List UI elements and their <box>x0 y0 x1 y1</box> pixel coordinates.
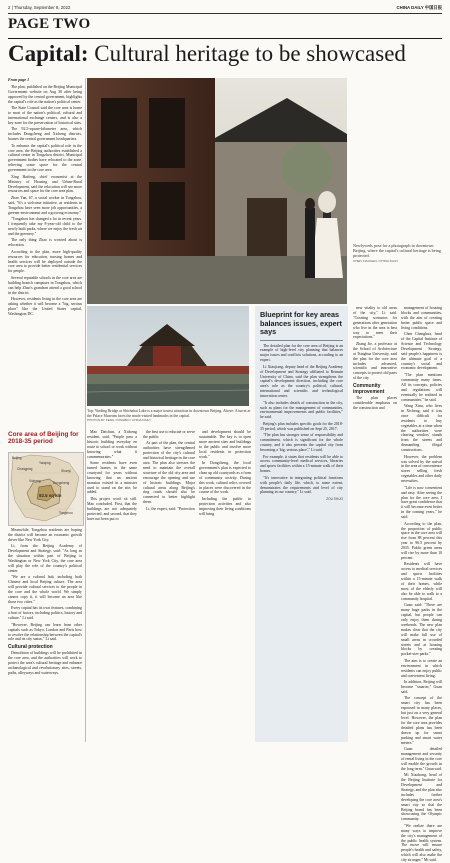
box-credit: ZOU SHUO <box>326 497 343 502</box>
paragraph: However, the problem was solved by the arrival in the area of convenience stores selling fresh vegetables and other daily necessities. <box>401 454 442 484</box>
paragraph: The only thing Zhao is worried about is relocation. <box>8 238 82 248</box>
paragraph: the best use to educate or serve the public. <box>143 430 195 439</box>
map-label: Xicheng <box>29 479 41 483</box>
article-column-2 <box>87 430 137 742</box>
paragraph: Mao Daichun, a Xicheng resident, said, "People pass a historic building everyday en route to school or work without knowing what it commemorates." <box>87 430 137 459</box>
core-area-map <box>8 452 84 526</box>
paragraph: "We are a cultural hub, including both Chinese and local Beijing culture. The area will provide cultural services to the people in the core and the whole world. We simply cannot copy it, it will become an area like those two cities." <box>8 575 82 604</box>
paragraph: "The plan mentions community many times. All its concepts, policies and regulations will eventually be realized in communities," he said. <box>401 372 442 402</box>
bottom-caption-credit: PHOTOS BY FENG YONGBIN / CHINA DAILY <box>87 418 152 423</box>
headline <box>8 41 442 71</box>
box-rule <box>260 340 343 341</box>
map-label: Dongcheng <box>53 481 70 485</box>
paragraph: Li, the expert, said: "Protection <box>146 506 195 511</box>
paragraph: Every capital has its own features, combining a host of factors, including politics, history and culture," Li said. <box>8 606 82 621</box>
box-title: Blueprint for key areas balances issues, expert says <box>260 310 342 336</box>
paragraph: "Life is now convenient and easy. After seeing the plan for the core area, I have great confidence that it will become even better in the coming years," he said. <box>401 485 442 520</box>
side-caption-credit: CHEN XIAOGEN / CHINA DAILY <box>353 258 399 263</box>
paragraph: Li, from the Beijing Academy of Development and Strategy, said: "As long as the situation within part of Beijing is Washington or New York City, the core area will play the role of the country's political center. <box>8 544 82 573</box>
paragraph: Meanwhile, Tongzhou residents are hoping the district will become an economic growth driver like New York City. <box>8 528 82 542</box>
map-label: Tongzhou <box>59 511 73 515</box>
paragraph: Xing Haifeng, chief economist at the Ministry of Housing and Urban-Rural Development, said the relocation will see more resources and space for the core area plan. <box>8 174 82 194</box>
paragraph: As part of the plan, the central authorities have strengthened protection of the city's cultural and historical heritage in the core area. The plan also stresses the need to maintain the overall structure of the old city area and encourage the opening and use of historic buildings. Major cultural areas along Beijing's ring roads should also be connected to better highlight them. <box>143 441 195 505</box>
blueprint-sidebar-box <box>255 306 348 742</box>
map-label: Changping <box>17 467 33 471</box>
map-label: Beijing <box>12 456 22 460</box>
bottom-caption <box>87 409 251 423</box>
paragraph: Wang Xinu, who lives in Xicheng, said it was once difficult for residents to buy vegetables at a time when the authorities were clearing vendors' stands from the streets and dismantling illegal constructions. <box>401 404 442 453</box>
paragraph: Beijing's plan includes specific goals for the 2018-35 period, which was published on Sept 25, 2017. <box>260 421 343 431</box>
palace-turret-photo <box>87 306 249 406</box>
paragraph: Mi Xiaohong, head of the Beijing Institute for Development and Strategy, and the plan also includes further developing the core area's smart city so that the Beijing brand has been showcasing the Olympic community. <box>401 773 442 822</box>
paragraph: In addition, Beijing will become "smarter," Guan said. <box>401 680 442 694</box>
article-column-1-bottom <box>8 528 82 742</box>
subhead-cultural-protection: Cultural protection <box>8 644 53 651</box>
section-rule <box>8 38 442 39</box>
article-column-3 <box>143 430 195 742</box>
paragraph: The concept of the smart city has been espoused in many places, but just on a very general level. However, the plan for the core area provides detailed plans has been drawn up for smart parking and smart water meters." <box>401 696 442 745</box>
paragraph: To enhance the capital's political role in the core area, the Beijing authorities established a cultural center in Tongzhou district, Municipal government bodies have relocated to the zone, relieving some space for the central government in the core area. <box>8 143 82 173</box>
paragraph: Zhao Yan, 67, a social worker in Tongzhou, said, "It's a welcome initiative, as residents in Tongzhou have seen more job opportunities, a greener environment and a growing economy." <box>8 195 82 215</box>
byline: From page 1 <box>8 77 30 82</box>
article-column-4 <box>199 430 251 742</box>
paragraph: Guan detailed management and security of rental living in the core will enable the growth in the long term," Guan said. <box>401 747 442 771</box>
header-rule <box>8 13 442 14</box>
map-title: Core area of Beijing for 2018-35 period <box>8 431 79 446</box>
box-body <box>260 344 343 496</box>
headline-rest: Cultural heritage to be showcased <box>88 41 406 66</box>
side-caption-text: Newlyweds pose for a photograph in downtown Beijing, where the capital's cultural heritage is being protected. <box>353 243 441 259</box>
paragraph: This project won't sit still. Mao concluded. First, that the buildings are not adequately protected, and second, that they have not been put to <box>87 496 137 521</box>
paragraph: The 92.5-square-kilometer area, which includes Dongcheng and Xicheng districts, houses the central government headquarters. <box>8 127 82 142</box>
article-column-6 <box>401 306 442 863</box>
paragraph: and development should be sustainable. The key is to open more ancient sites and buildings to the public and involve more local residents in protection work." <box>199 430 251 459</box>
paragraph: In Dongcheng, the local government's plan is expected to clean up old courtyards as a form of community activity. During this work, cultural relics covered in places were discovered in the course of the work. <box>199 461 251 495</box>
paragraph: "Tongzhou has changed a lot in recent years. I frequently take my 8-year-old child to the newly built parks, where we enjoy the fresh air and the greenery." <box>8 217 82 236</box>
bottom-caption-text: Top: Yinding Bridge at Shichahai Lake is a major tourist attraction in downtown Beijing. Above: A turret at the Palace Museum faces the much-visited landmarks in the capital. <box>87 409 251 418</box>
paragraph: new vitality to old areas of the city," Li said. "Creating scenarios for generations after generation who live in the area is best way to meet their expectations." <box>353 306 397 340</box>
page-date: 2 | Thursday, September 8, 2022 <box>8 5 71 10</box>
paragraph: management of housing blocks and communities, with the aim of creating better public space and living conditions. <box>401 306 442 330</box>
subhead-community-improvement: Community improvement <box>353 383 385 396</box>
map-area-label: 92.5 sq km <box>39 493 62 498</box>
paragraph: "We realize there are many ways to improve the city's management of the public health system. The move will ensure people's health and safety, which will also make the city stronger," Mi said. <box>401 823 442 863</box>
paragraph: Some residents have even turned homes in the same courtyard for years without knowing that an ancient mansion existed in a minister used to stand on the site, he added. <box>87 461 137 495</box>
paragraph: "However, Beijing can learn from other capitals such as Tokyo, London and Paris how to resolve the relationship between the capital's role and its city status," Li said. <box>8 622 82 642</box>
map-label: Shunyi <box>61 469 71 473</box>
paragraph: "The plan has stronger sense of responsibility and commitment, which is significant for the whole country, and it also prevents the capital city from becoming a 'big, serious place'," Li said. <box>260 433 343 452</box>
paper-name: CHINA DAILY 中国日报 <box>396 5 442 10</box>
turret-photo <box>87 306 249 406</box>
section-title: PAGE TWO <box>8 16 91 32</box>
paragraph: The aim is to create an environment in which residents can enjoy public and convenient living. <box>401 658 442 678</box>
headline-bold: Capital: <box>8 41 89 66</box>
courtyard-photo <box>87 78 347 304</box>
paragraph: However, residents living in the core area are asking whether it will become a "big, serious place" like the United States capital, Washington DC. <box>8 297 82 316</box>
article-column-1 <box>8 78 82 430</box>
paragraph: Guan said: "There are many huge parks in the capital, but people can only enjoy them during weekends. The new plan makes clear that the city will make full use of small areas in crowded streets and at housing blocks by creating pocket-size parks." <box>401 603 442 657</box>
map-label: Yanqing <box>39 461 51 465</box>
paragraph: The State Council said the core area is home to most of the nation's political, cultural and international exchange centers, and is also a key zone for the preservation of historical sites. <box>8 106 82 125</box>
paragraph: According to the plan, more high-quality resources for education, nursing homes and health services will be deployed outside the core area to provide better residential services for people. <box>8 249 82 274</box>
paragraph: The plan, published on the Beijing Municipal Government website on Aug 30 after being approved by the central government, highlights the capital's role as the nation's political center. <box>8 84 82 104</box>
main-photo <box>87 78 347 304</box>
paragraph: According to the plan, the proportion of public space in the core area will rise from 88 percent this year to 96.5 percent by 2035. Public green areas will rise by more than 10 percent. <box>401 521 442 560</box>
paragraph: Demolition of buildings will be prohibited in the core area, and the authorities will work to protect the area's cultural heritage and enhance archaeological and revolutionary sites, streets, paths, alleyways and waterways. <box>8 651 82 675</box>
paragraph: Including the public in protection activities and also improving their living conditions will bring <box>199 496 251 516</box>
column-divider <box>85 78 86 742</box>
paragraph: Chen Chenghua, head of the Capital Institute of Science and Technology Development Strategy, said people's happiness is the ultimate goal of a country's social and economic development. <box>401 332 442 371</box>
paragraph: "It's innovative in integrating political functions with people's daily life, which, to some extent, demonstrates the requirements and level of city planning in our country," Li said. <box>260 475 343 495</box>
side-caption <box>353 243 441 264</box>
paragraph: "It also includes details of construction in the city, such as plans for the management of communities, environmental improvements and public facilities," he said. <box>260 400 343 420</box>
article-column-5 <box>353 306 397 742</box>
paragraph: Several reputable schools in the core area are building branch campuses in Tongzhou, which can help Zhao's grandson attend a good school in the district. <box>8 275 82 295</box>
paragraph: Zhang Jie, a professor at the School of Architecture at Tsinghua University, said the plan for the core area includes advanced, scientific and innovative concepts to protect old parts of the city. <box>353 341 397 381</box>
paragraph: Li Xiaojiang, deputy head of the Beijing Academy of Development and Strategy affiliated to Renmin University of China, said the plan strengthens the capital's development direction, including the core area's role as the country's political, cultural, international and scientific and technological innovation center. <box>260 364 343 399</box>
paragraph: The detailed plan for the core area of Beijing is an example of high-level city planning that balances major issues and conflicts solutions, according to an expert. <box>260 343 343 363</box>
paragraph: The plan places considerable emphasis on the construction and <box>353 396 397 410</box>
paragraph: For example, it states that residents will be able to access community-level medical services, libraries and sports facilities within a 15-minute walk of their homes. <box>260 454 343 474</box>
paragraph: Residents will have access to medical services and sports facilities within a 15-minute walk of their homes, while most of the elderly will also be able to walk to a community hospital. <box>401 562 442 601</box>
